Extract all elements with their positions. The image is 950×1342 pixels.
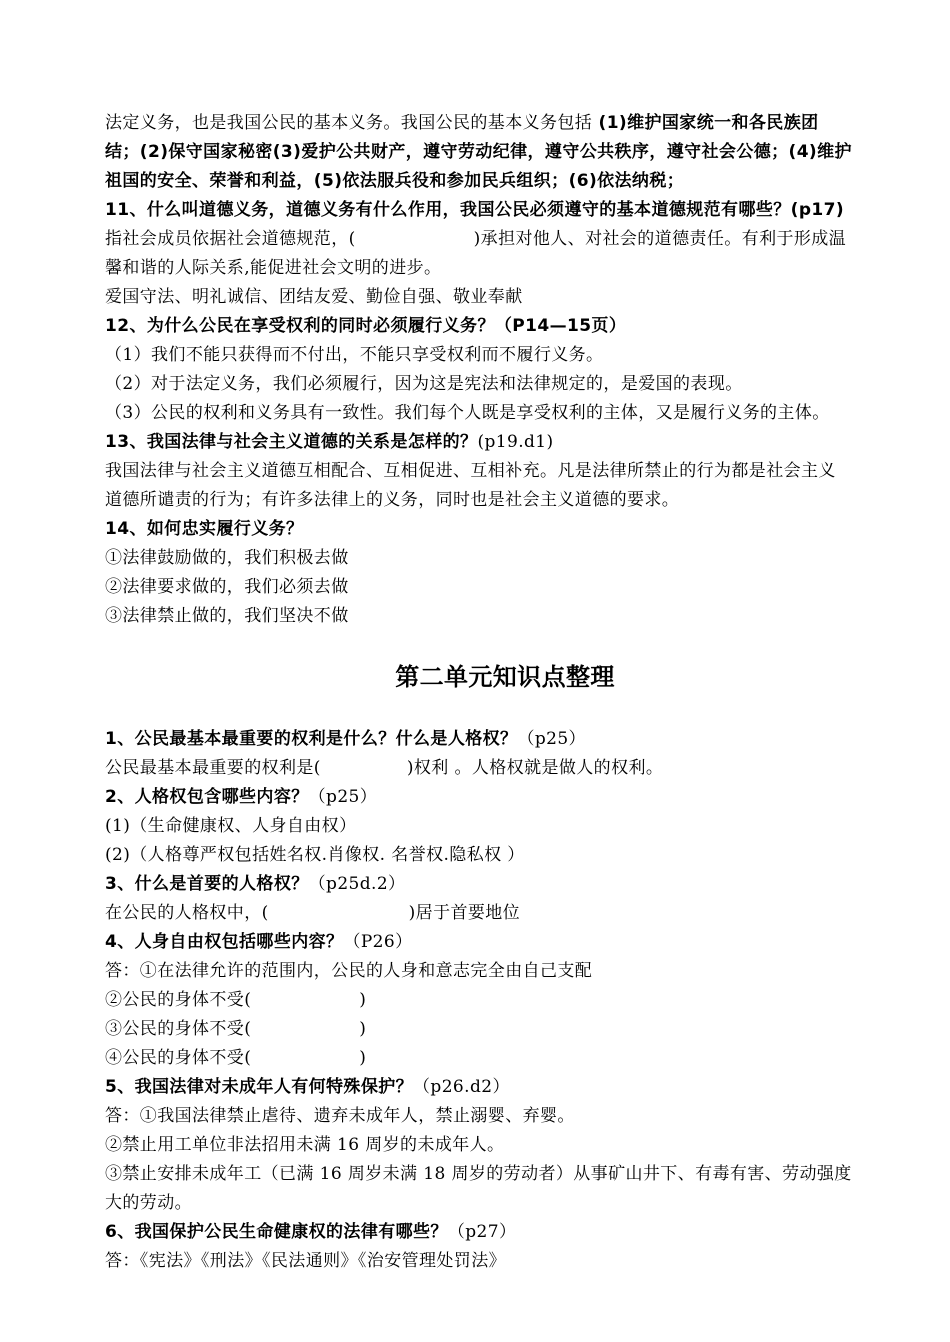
answer-5-line-3: ③禁止安排未成年工（已满 16 周岁未满 18 周岁的劳动者）从事矿山井下、有毒有害、劳动强度 [105, 1164, 852, 1184]
page-reference: （p25d.2） [308, 874, 406, 894]
answer-12-line-3: （3）公民的权利和义务具有一致性。我们每个人既是享受权利的主体，又是履行义务的主体。 [105, 403, 830, 423]
answer-5-line-1: 答：①我国法律禁止虐待、遗弃未成年人，禁止溺婴、弃婴。 [105, 1106, 575, 1126]
page-reference: （p25） [308, 787, 378, 807]
document-page [105, 109, 905, 1276]
question-1: 1、公民最基本最重要的权利是什么？什么是人格权？（p25） [105, 729, 586, 749]
answer-12-line-2: （2）对于法定义务，我们必须履行，因为这是宪法和法律规定的，是爱国的表现。 [105, 374, 743, 394]
answer-11-line-2: 馨和谐的人际关系,能促进社会文明的进步。 [105, 258, 442, 278]
answer-11-line-1: 指社会成员依据社会道德规范，( )承担对他人、对社会的道德责任。有利于形成温 [105, 229, 847, 249]
answer-4-line-1: 答：①在法律允许的范围内，公民的人身和意志完全由自己支配 [105, 961, 593, 981]
answer-3: 在公民的人格权中，( )居于首要地位 [105, 903, 521, 923]
answer-1: 公民最基本最重要的权利是( )权利 。人格权就是做人的权利。 [105, 758, 664, 778]
answer-5-line-2: ②禁止用工单位非法招用未满 16 周岁的未成年人。 [105, 1135, 505, 1155]
question-14: 14、如何忠实履行义务？ [105, 519, 304, 539]
text-line: 法定义务，也是我国公民的基本义务。我国公民的基本义务包括 (1)维护国家统一和各民族团 [105, 113, 819, 133]
answer-13-line-1: 我国法律与社会主义道德互相配合、互相促进、互相补充。凡是法律所禁止的行为都是社会主义 [105, 461, 836, 481]
question-5: 5、我国法律对未成年人有何特殊保护？（p26.d2） [105, 1077, 510, 1097]
answer-4-line-3: ③公民的身体不受( ) [105, 1019, 367, 1039]
answer-4-line-4: ④公民的身体不受( ) [105, 1048, 367, 1068]
text-line: 祖国的安全、荣誉和利益，(5)依法服兵役和参加民兵组织；(6)依法纳税； [105, 171, 685, 191]
question-2: 2、人格权包含哪些内容？（p25） [105, 787, 378, 807]
answer-14-line-3: ③法律禁止做的，我们坚决不做 [105, 606, 349, 626]
question-3: 3、什么是首要的人格权？（p25d.2） [105, 874, 406, 894]
answer-13-line-2: 道德所谴责的行为；有许多法律上的义务，同时也是社会主义道德的要求。 [105, 490, 680, 510]
answer-12-line-1: （1）我们不能只获得而不付出，不能只享受权利而不履行义务。 [105, 345, 604, 365]
question-6: 6、我国保护公民生命健康权的法律有哪些？（p27） [105, 1222, 517, 1242]
answer-6: 答：《宪法》《刑法》《民法通则》《治安管理处罚法》 [105, 1251, 506, 1271]
text-line: 结；(2)保守国家秘密(3)爱护公共财产，遵守劳动纪律，遵守公共秩序，遵守社会公德；(4)维护 [105, 142, 852, 162]
page-reference: (p19.d1) [477, 432, 554, 452]
answer-14-line-2: ②法律要求做的，我们必须去做 [105, 577, 349, 597]
question-12: 12、为什么公民在享受权利的同时必须履行义务？（P14—15页） [105, 316, 627, 336]
question-11: 11、什么叫道德义务，道德义务有什么作用，我国公民必须遵守的基本道德规范有哪些？(p17) [105, 200, 845, 220]
answer-14-line-1: ①法律鼓励做的，我们积极去做 [105, 548, 349, 568]
question-13: 13、我国法律与社会主义道德的关系是怎样的？(p19.d1) [105, 432, 554, 452]
answer-2-line-2: (2)（人格尊严权包括姓名权.肖像权. 名誉权.隐私权 ） [105, 845, 525, 865]
answer-4-line-2: ②公民的身体不受( ) [105, 990, 367, 1010]
question-4: 4、人身自由权包括哪些内容？（P26） [105, 932, 413, 952]
page-reference: （p27） [447, 1222, 517, 1242]
page-reference: （P26） [343, 932, 413, 952]
section-title: 第二单元知识点整理 [395, 663, 615, 691]
answer-2-line-1: (1)（生命健康权、人身自由权） [105, 816, 357, 836]
page-reference: （p26.d2） [413, 1077, 510, 1097]
answer-11-line-3: 爱国守法、明礼诚信、团结友爱、勤俭自强、敬业奉献 [105, 287, 523, 307]
answer-5-line-4: 大的劳动。 [105, 1193, 192, 1213]
page-reference: （p25） [517, 729, 586, 749]
